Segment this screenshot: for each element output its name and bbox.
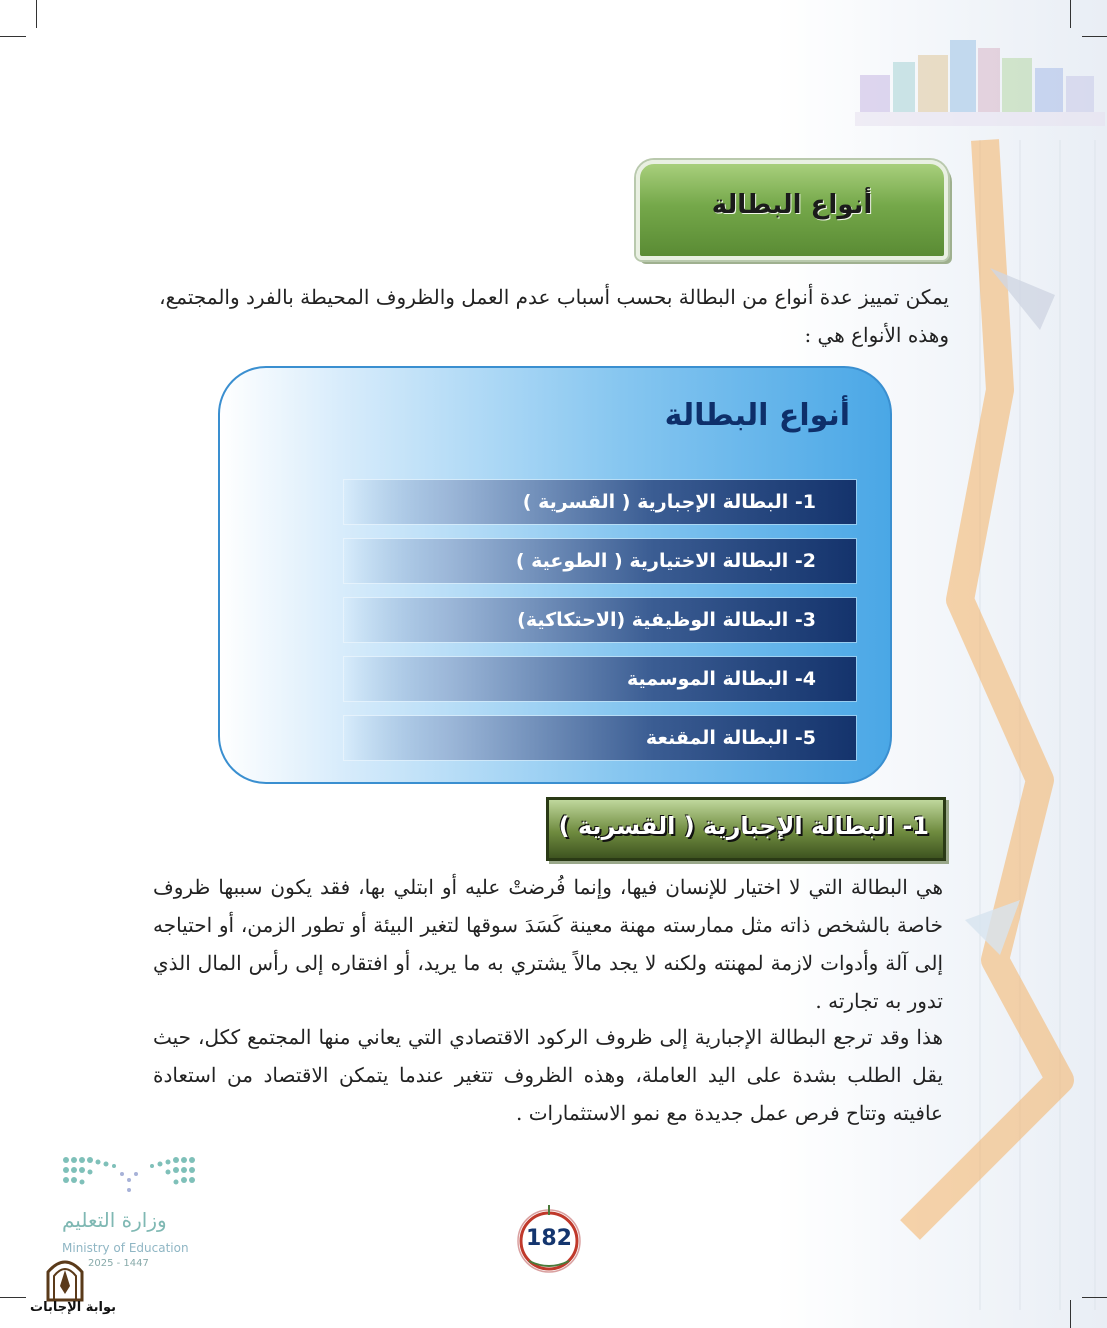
crop-mark	[0, 1297, 26, 1298]
types-list	[220, 368, 890, 782]
crop-mark	[0, 36, 26, 37]
type-item-frictional: 3- البطالة الوظيفية (الاحتكاكية)	[344, 598, 856, 642]
ministry-logo-icon	[62, 1154, 196, 1198]
panel-title: أنواع البطالة	[664, 398, 850, 433]
crop-mark	[1070, 0, 1071, 28]
crop-mark	[1070, 1300, 1071, 1328]
subsection-title: 1- البطالة الإجبارية ( القسرية )	[558, 812, 929, 840]
crop-mark	[1082, 1297, 1107, 1298]
section-title: أنواع البطالة	[711, 190, 873, 220]
crop-mark	[36, 0, 37, 28]
types-panel	[218, 366, 892, 784]
ministry-name-english: Ministry of Education	[62, 1241, 189, 1255]
section-title-box	[636, 160, 948, 260]
type-item-seasonal: 4- البطالة الموسمية	[344, 657, 856, 701]
type-item-forced: 1- البطالة الإجبارية ( القسرية )	[344, 480, 856, 524]
paragraph-1: هي البطالة التي لا اختيار للإنسان فيها، وإنما فُرضتْ عليه أو ابتلي بها، فقد يكون سببها ظروف خاصة بالشخص ذاته مثل ممارسته مهنة معينة كَسَدَ سوقها لتغير البيئة أو تطور الزمن، أو احتياجه إلى آلة وأدوات لازمة لمهنته ولكنه لا يجد مالاً يشتري به ما يريد، أو افتقاره إلى رأس المال الذي تدور به تجارته .	[153, 875, 943, 1013]
type-item-voluntary: 2- البطالة الاختيارية ( الطوعية )	[344, 539, 856, 583]
ministry-name-arabic: وزارة التعليم	[62, 1208, 167, 1232]
portal-logo-icon	[44, 1256, 86, 1302]
type-item-disguised: 5- البطالة المقنعة	[344, 716, 856, 760]
page-number: 182	[526, 1226, 572, 1251]
intro-paragraph: يمكن تمييز عدة أنواع من البطالة بحسب أسباب عدم العمل والظروف المحيطة بالفرد والمجتمع، وهذه الأنواع هي :	[159, 285, 949, 347]
portal-label: بوابة الإجابات	[30, 1300, 116, 1315]
crop-mark	[1082, 36, 1107, 37]
paragraph-2: هذا وقد ترجع البطالة الإجبارية إلى ظروف الركود الاقتصادي التي يعاني منها المجتمع ككل، حيث يقل الطلب بشدة على اليد العاملة، وهذه الظروف تتغير عندما يتمكن الاقتصاد من استعادة عافيته وتتاح فرص عمل جديدة مع نمو الاستثمارات .	[153, 1025, 943, 1125]
subsection-title-box	[546, 797, 946, 861]
ministry-year: 2025 - 1447	[88, 1258, 149, 1269]
